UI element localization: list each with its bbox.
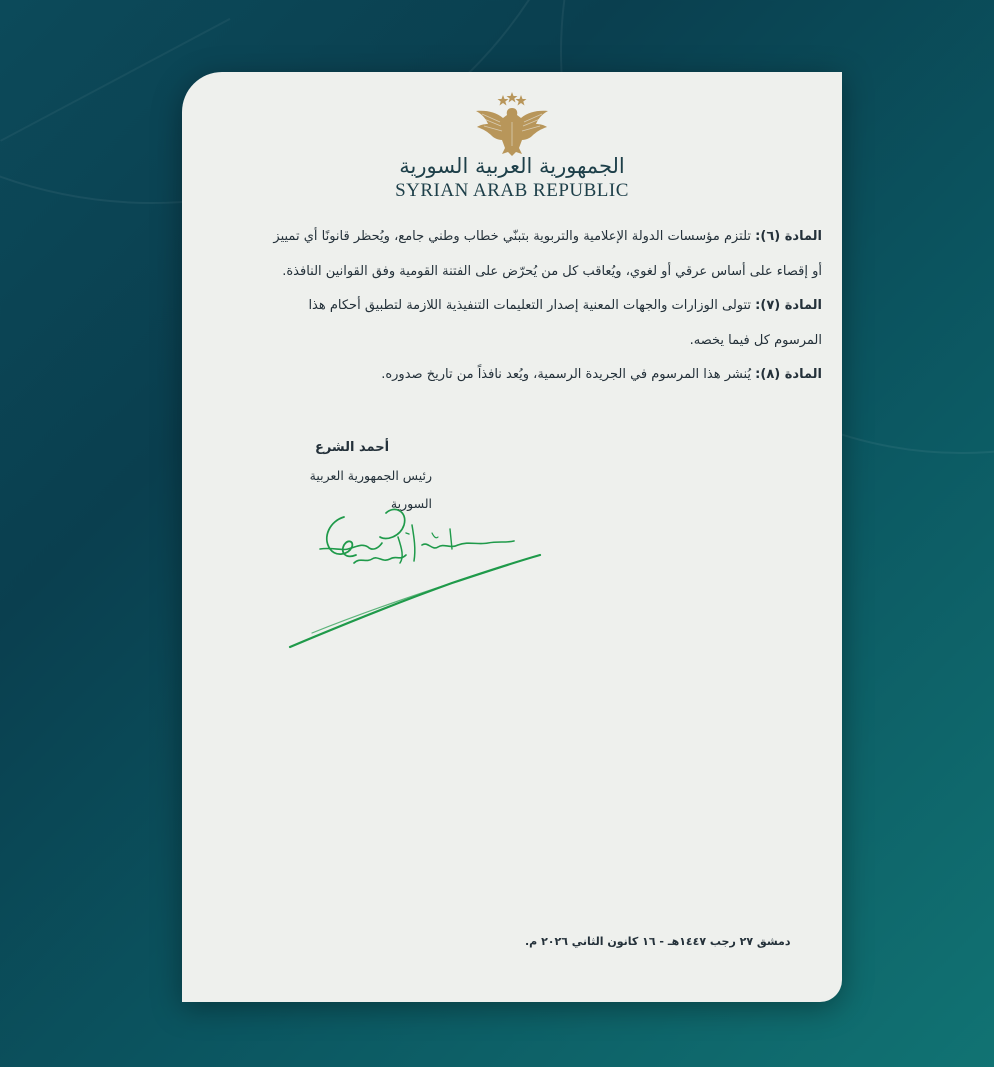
article-label: المادة (٦): <box>755 229 822 244</box>
article-label: المادة (٨): <box>755 367 822 382</box>
decree-body <box>262 220 822 393</box>
article-text: يُنشر هذا المرسوم في الجريدة الرسمية، ويُعد نافذاً من تاريخ صدوره. <box>381 367 756 382</box>
decree-date: دمشق ٢٧ رجب ١٤٤٧هـ - ١٦ كانون الثاني ٢٠٢٦ م. <box>525 935 791 948</box>
article-7 <box>262 289 822 358</box>
signatory-title: رئيس الجمهورية العربية السورية <box>309 468 432 511</box>
country-title-english: SYRIAN ARAB REPUBLIC <box>395 180 629 201</box>
article-label: المادة (٧): <box>755 298 822 313</box>
signatory-name: أحمد الشرع <box>314 440 390 455</box>
decree-page <box>182 72 842 1002</box>
handwritten-signature <box>282 497 552 657</box>
article-8 <box>262 358 822 393</box>
country-title-arabic: الجمهورية العربية السورية <box>399 154 625 178</box>
article-text: تتولى الوزارات والجهات المعنية إصدار التعليمات التنفيذية اللازمة لتطبيق أحكام هذا المرسوم كل فيما يخصه. <box>308 298 822 348</box>
article-6 <box>262 220 822 289</box>
eagle-emblem-icon <box>472 92 552 156</box>
article-text: تلتزم مؤسسات الدولة الإعلامية والتربوية بتبنّي خطاب وطني جامع، ويُحظر قانونًا أي تمييز أو إقصاء على أساس عرقي أو لغوي، ويُعاقب كل من يُحرّض على الفتنة القومية وفق القوانين النافذة. <box>273 229 822 279</box>
